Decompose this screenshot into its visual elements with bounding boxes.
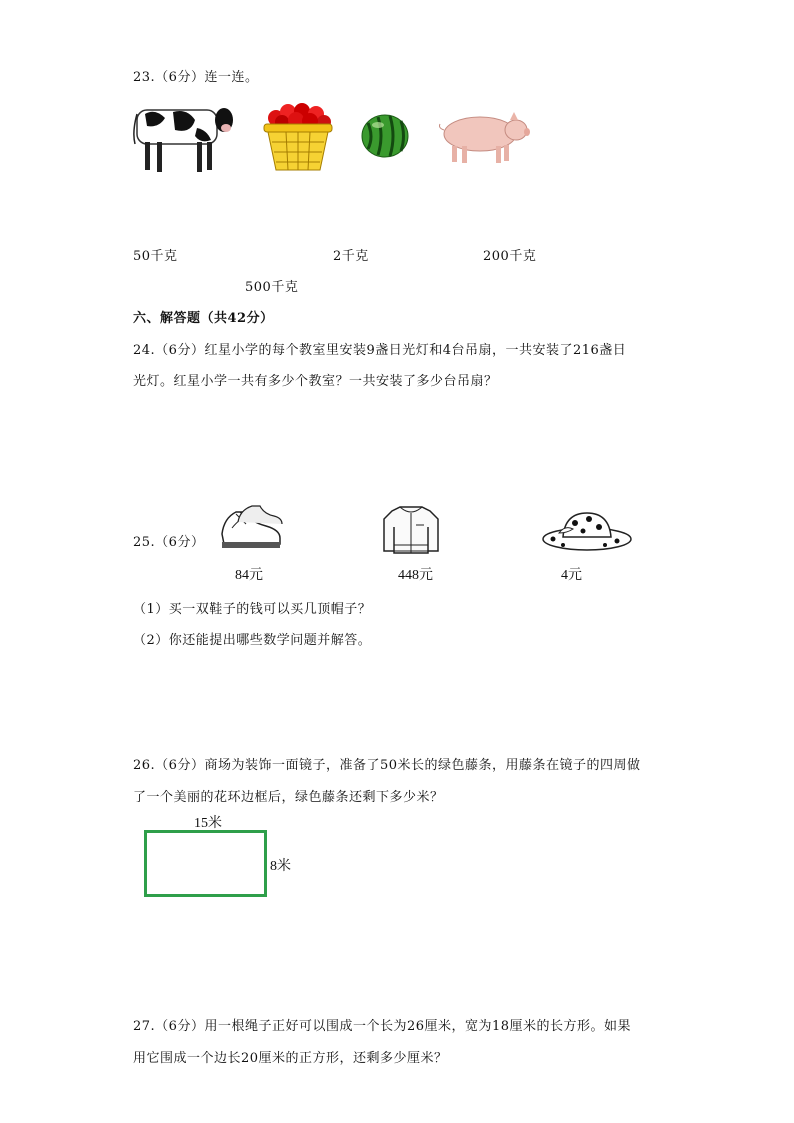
weight-label-1: 50千克	[133, 249, 178, 264]
q25-label: 25.（6分）	[133, 535, 205, 550]
q23-title: 23.（6分）连一连。	[133, 70, 259, 85]
shoes-icon	[218, 504, 284, 554]
q25-sub1: （1）买一双鞋子的钱可以买几顶帽子？	[133, 602, 372, 617]
q24-line1: 24.（6分）红星小学的每个教室里安装9盏日光灯和4台吊扇，一共安装了216盏日	[133, 343, 627, 358]
shoes-price: 84元	[235, 568, 263, 583]
frame-height-label: 8米	[270, 859, 291, 874]
q27-line2: 用它围成一个边长20厘米的正方形，还剩多少厘米？	[133, 1051, 448, 1066]
q25-sub2: （2）你还能提出哪些数学问题并解答。	[133, 633, 372, 648]
jacket-price: 448元	[398, 568, 433, 583]
q26-line2: 了一个美丽的花环边框后，绿色藤条还剩下多少米？	[133, 790, 444, 805]
apple-basket-icon	[262, 100, 334, 174]
weight-label-2: 2千克	[333, 249, 369, 264]
cow-icon	[131, 98, 235, 176]
mirror-frame	[144, 830, 267, 897]
q24-line2: 光灯。红星小学一共有多少个教室？一共安装了多少台吊扇？	[133, 374, 498, 389]
section-title: 六、解答题（共42分）	[133, 311, 274, 326]
hat-price: 4元	[561, 568, 582, 583]
q26-line1: 26.（6分）商场为装饰一面镜子，准备了50米长的绿色藤条，用藤条在镜子的四周做	[133, 758, 641, 773]
pig-icon	[438, 108, 530, 166]
weight-label-4: 500千克	[245, 280, 299, 295]
frame-width-label: 15米	[194, 816, 222, 831]
q27-line1: 27.（6分）用一根绳子正好可以围成一个长为26厘米，宽为18厘米的长方形。如果	[133, 1019, 632, 1034]
watermelon-icon	[360, 113, 410, 159]
jacket-icon	[382, 505, 440, 555]
weight-label-3: 200千克	[483, 249, 537, 264]
hat-icon	[541, 511, 633, 551]
